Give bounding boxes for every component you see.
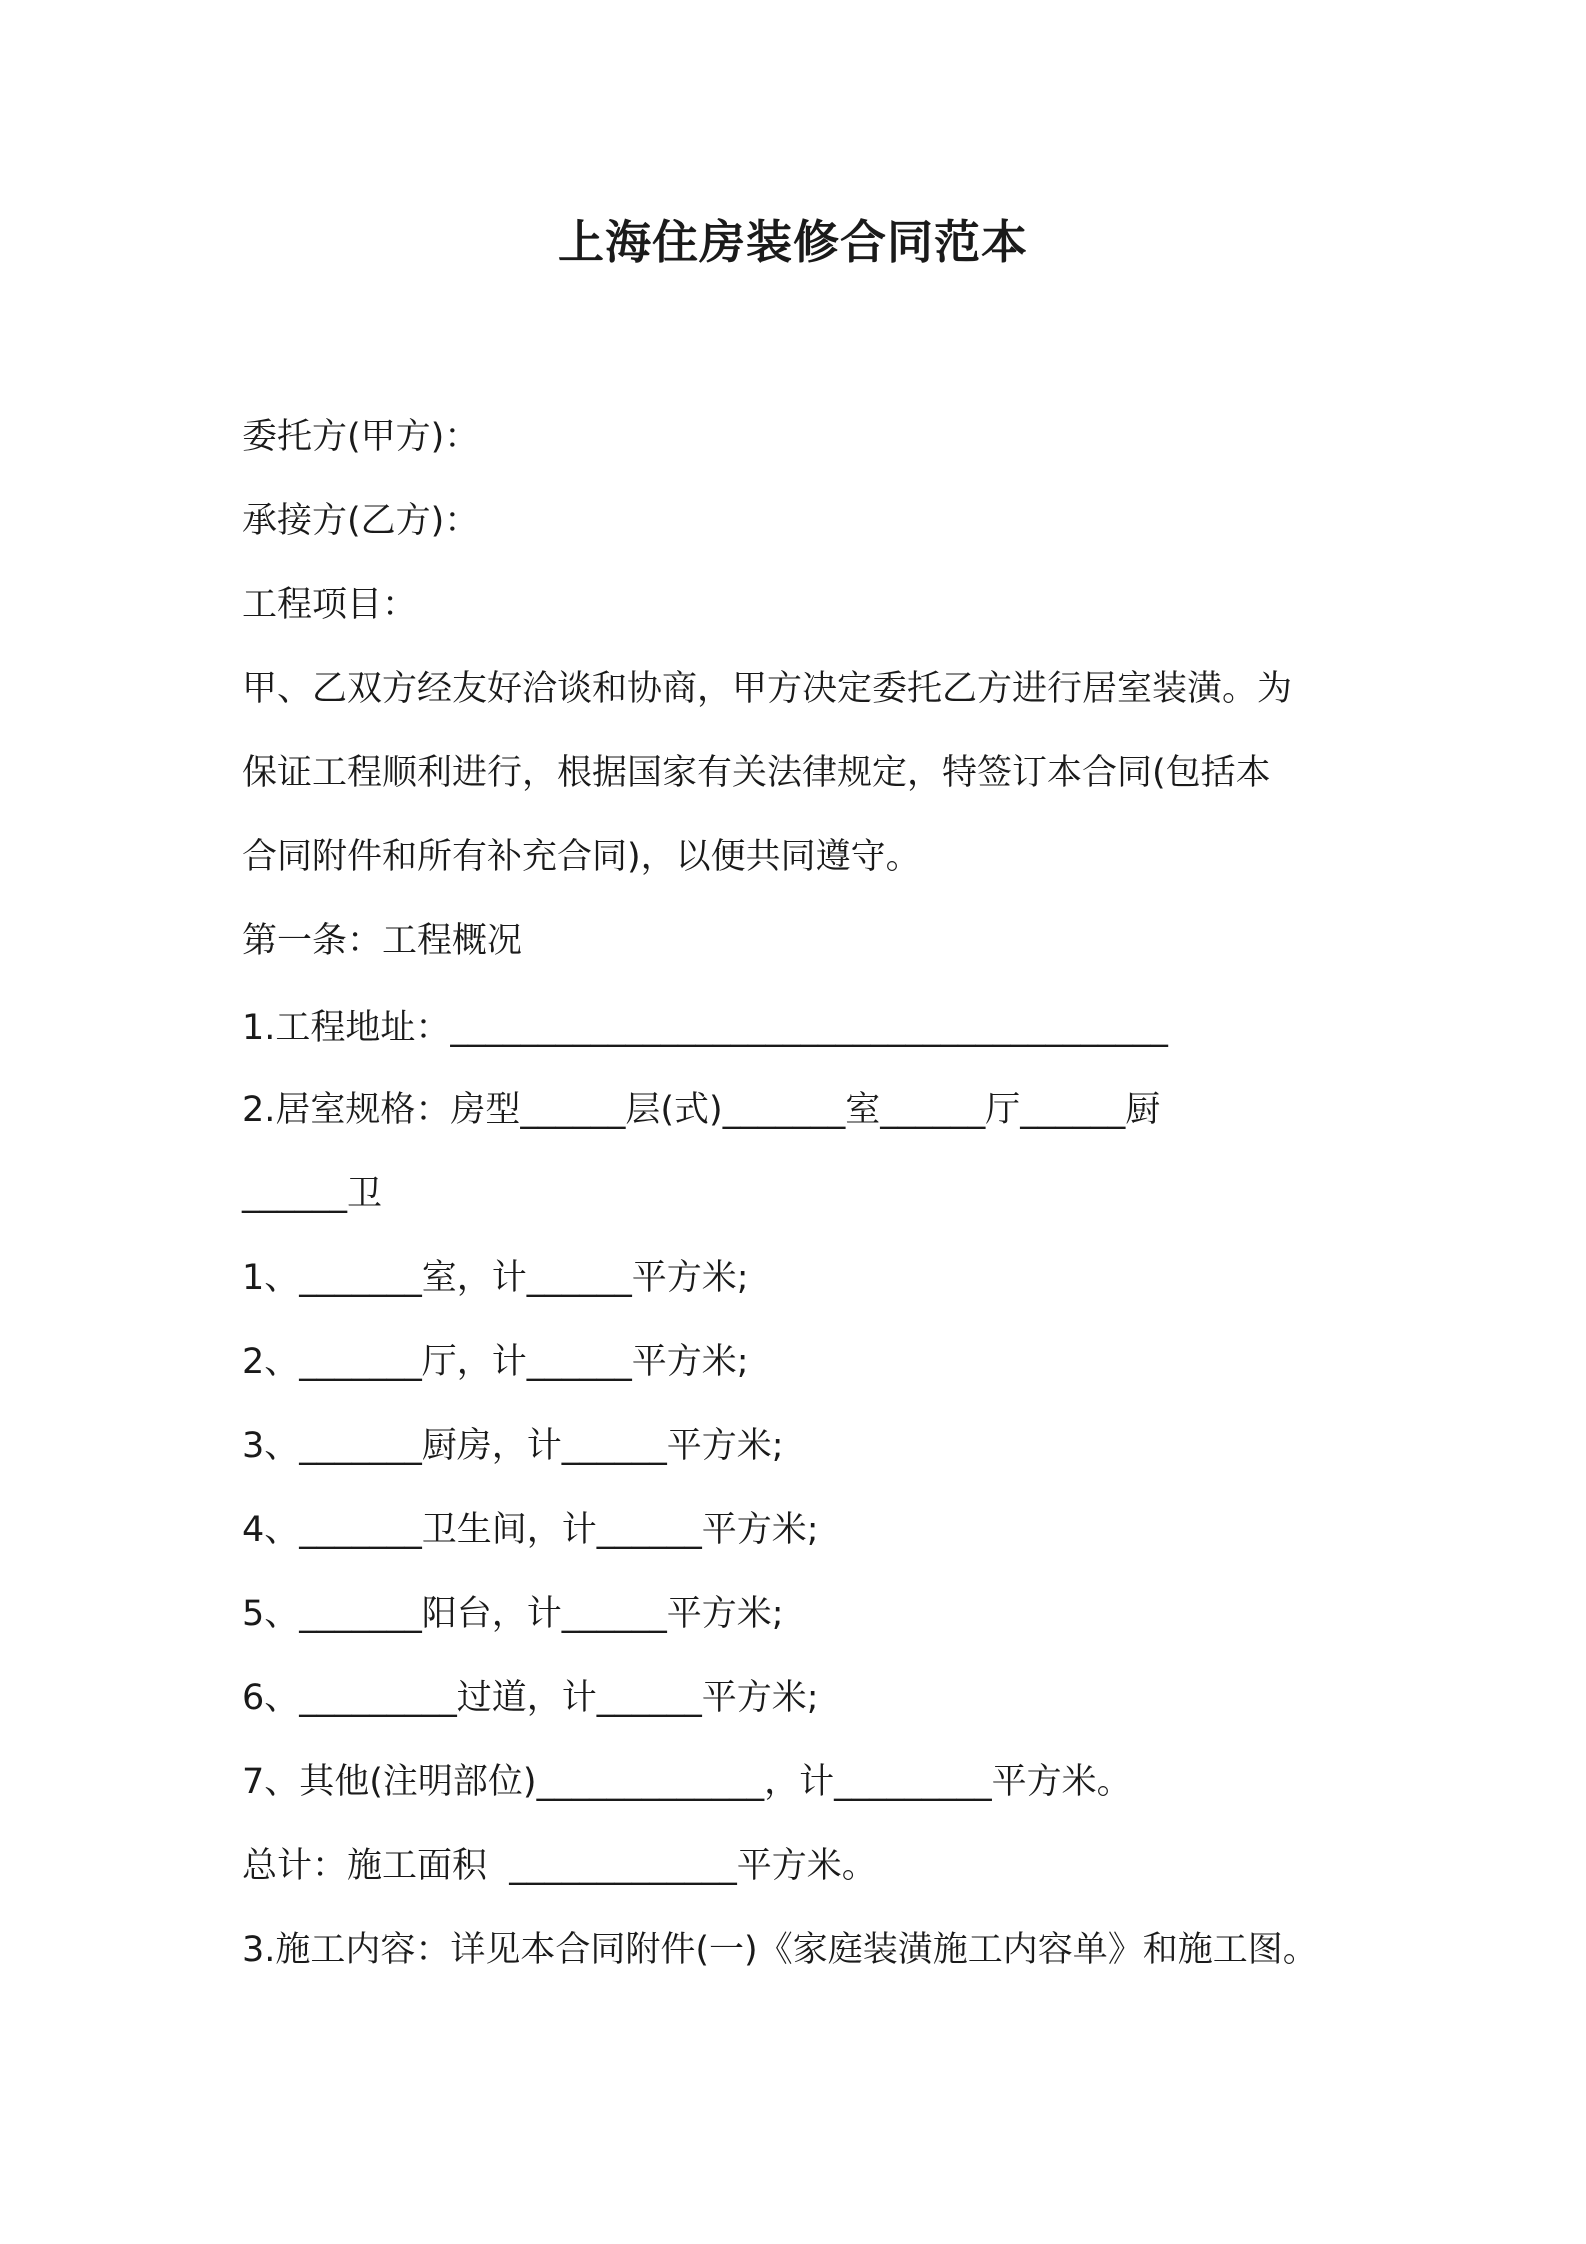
- area-item: 5、_______阳台，计______平方米;: [242, 1594, 784, 1634]
- area-item: 3、_______厨房，计______平方米;: [242, 1426, 784, 1466]
- area-item: 7、其他(注明部位)_____________，计_________平方米。: [242, 1762, 1132, 1802]
- party-b-label: 承接方(乙方)：: [242, 501, 480, 541]
- room-spec-line-cont: ______卫: [242, 1174, 383, 1214]
- area-item: 1、_______室，计______平方米;: [242, 1258, 749, 1298]
- intro-paragraph-line: 合同附件和所有补充合同)，以便共同遵守。: [242, 837, 921, 877]
- intro-paragraph-line: 甲、乙双方经友好洽谈和协商，甲方决定委托乙方进行居室装潢。为: [242, 669, 1293, 709]
- area-item: 6、_________过道，计______平方米;: [242, 1678, 819, 1718]
- area-item: 4、_______卫生间，计______平方米;: [242, 1510, 819, 1550]
- total-area-line: 总计：施工面积 _____________平方米。: [242, 1846, 877, 1886]
- party-a-label: 委托方(甲方)：: [242, 417, 480, 457]
- room-spec-line: 2.居室规格：房型______层(式)_______室______厅______厨: [242, 1090, 1161, 1130]
- article-one-heading: 第一条：工程概况: [242, 921, 523, 961]
- area-item: 2、_______厅，计______平方米;: [242, 1342, 749, 1382]
- document-title: 上海住房装修合同范本: [558, 215, 1028, 269]
- intro-paragraph-line: 保证工程顺利进行，根据国家有关法律规定，特签订本合同(包括本: [242, 753, 1271, 793]
- project-address-line: 1.工程地址：_________________________________________: [242, 1008, 1168, 1048]
- project-label: 工程项目：: [242, 585, 418, 625]
- construction-content-line: 3.施工内容：详见本合同附件(一)《家庭装潢施工内容单》和施工图。: [242, 1930, 1318, 1970]
